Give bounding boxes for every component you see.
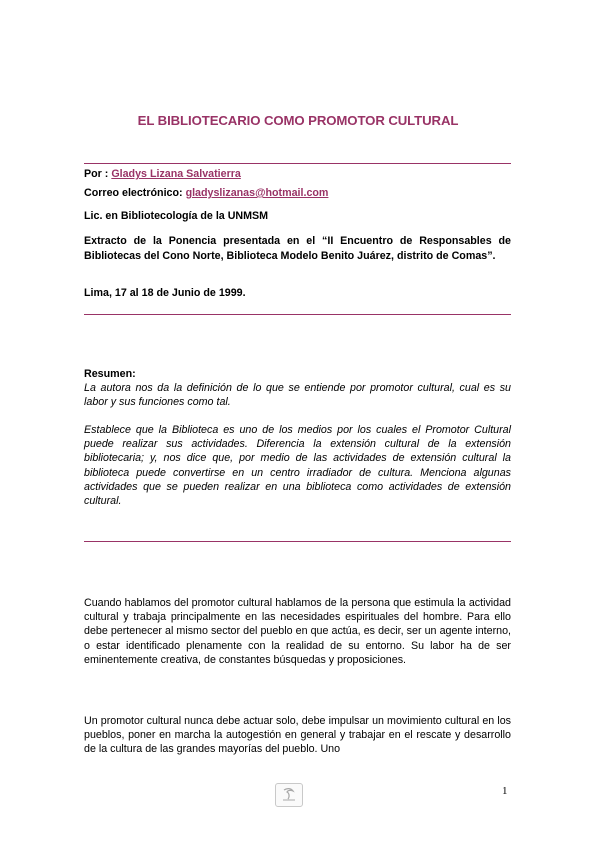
- page-number: 1: [502, 785, 508, 797]
- author-label: Por :: [84, 168, 112, 180]
- excerpt-paragraph: Extracto de la Ponencia presentada en el “II Encuentro de Responsables de Bibliotecas del Cono Norte, Biblioteca Modelo Benito Juárez, distrito de Comas”.: [84, 235, 511, 262]
- resumen-heading: Resumen:: [84, 368, 136, 380]
- resumen-paragraph-1: La autora nos da la definición de lo que se entiende por promotor cultural, cual es su labor y sus funciones como tal.: [84, 382, 511, 409]
- body-paragraph-2: Un promotor cultural nunca debe actuar solo, debe impulsar un movimiento cultural en los pueblos, poner en marcha la autogestión en general y trabajar en el rescate y desarrollo de la cultura de las grandes mayorías del pueblo. Uno: [84, 715, 511, 756]
- author-line: [84, 168, 241, 180]
- email-line: [84, 187, 328, 199]
- document-title: EL BIBLIOTECARIO COMO PROMOTOR CULTURAL: [137, 113, 459, 128]
- email-label: Correo electrónico:: [84, 187, 186, 199]
- date-line: Lima, 17 al 18 de Junio de 1999.: [84, 287, 246, 299]
- email-link[interactable]: gladyslizanas@hotmail.com: [185, 187, 329, 199]
- body-paragraph-1: Cuando hablamos del promotor cultural hablamos de la persona que estimula la actividad cultural y trabaja principalmente en las necesidades espirituales del hombre. Para ello debe pertenecer al mismo sector del pueblo en que actúa, es decir, ser un agente interno, o estar identificado plenamente con la realidad de su entorno. Su labor ha de ser eminentemente creativa, de constantes búsquedas y proposiciones.: [84, 597, 511, 666]
- author-name-link[interactable]: Gladys Lizana Salvatierra: [111, 168, 241, 180]
- resumen-paragraph-2: Establece que la Biblioteca es uno de los medios por los cuales el Promotor Cultural puede realizar sus actividades. Diferencia la extensión cultural de la extensión bibliotecaria; y, nos dice que, por medio de las actividades de extensión cultural la biblioteca puede convertirse en un centro irradiador de cultura. Menciona algunas actividades que se pueden realizar en una biblioteca como actividades de extensión cultural.: [84, 424, 511, 508]
- degree-line: Lic. en Bibliotecología de la UNMSM: [84, 210, 269, 222]
- divider-bottom: [84, 541, 511, 542]
- divider-top: [84, 163, 511, 164]
- document-logo-icon: [275, 783, 303, 807]
- divider-middle: [84, 314, 511, 315]
